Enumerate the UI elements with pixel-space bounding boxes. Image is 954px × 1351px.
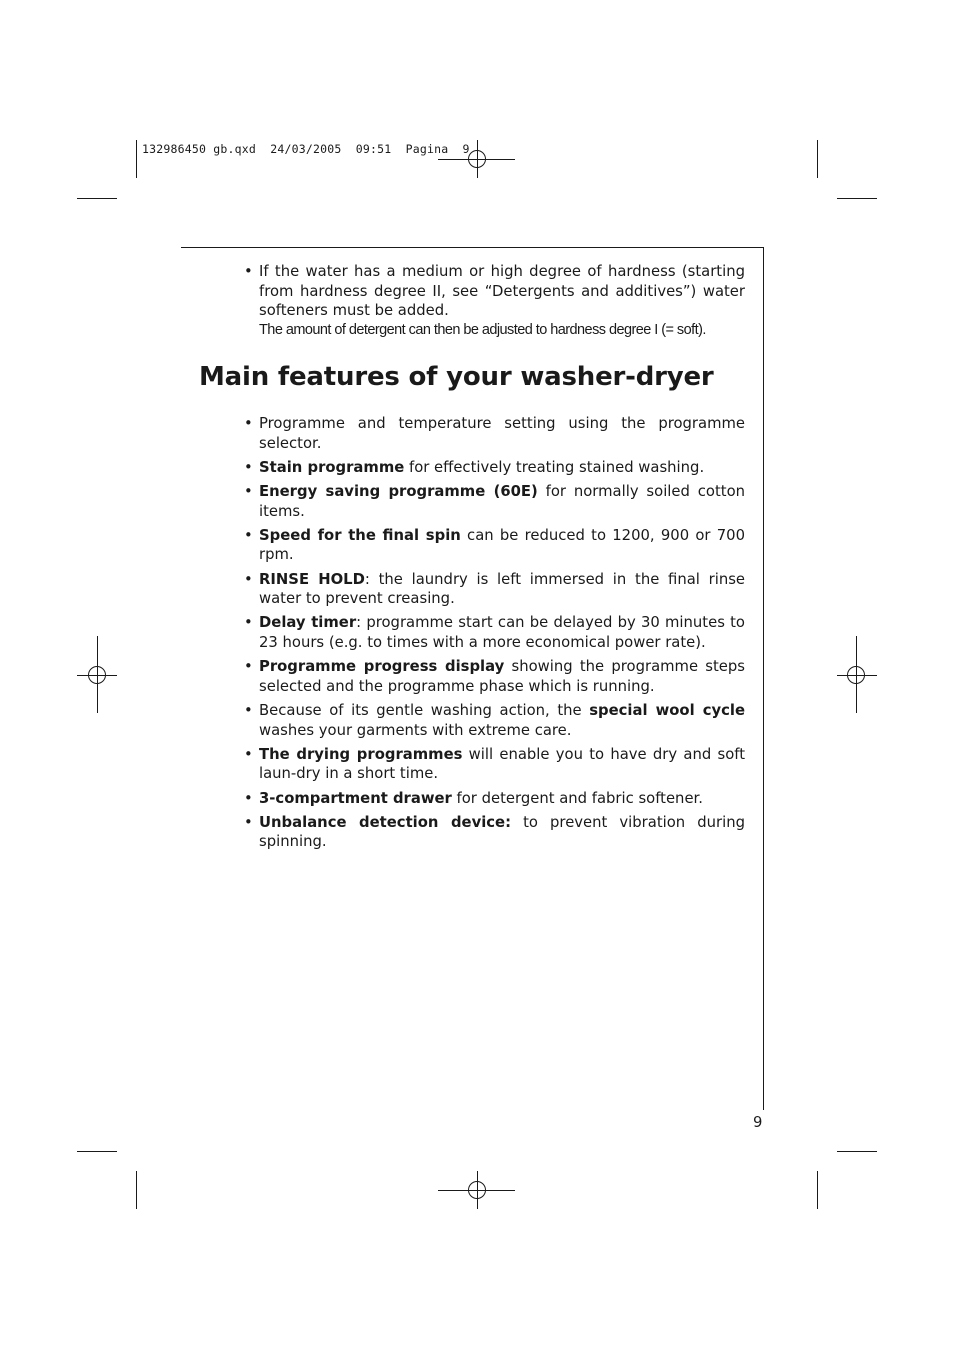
print-slug: 132986450 gb.qxd 24/03/2005 09:51 Pagina 9 [142, 142, 470, 156]
feature-text: washes your garments with extreme care. [259, 721, 572, 739]
feature-list [244, 414, 745, 857]
page-frame-top [181, 247, 763, 248]
registration-target-icon [468, 150, 486, 168]
list-item [244, 789, 745, 809]
feature-text: for detergent and fabric softener. [451, 789, 703, 807]
list-item [244, 813, 745, 852]
intro-note: The amount of detergent can then be adjusted to hardness degree I (= soft). [259, 321, 706, 338]
feature-bold: Programme progress display [259, 658, 505, 676]
intro-bullet-text: If the water has a medium or high degree of hardness (starting from hardness degree II, see “Detergents and additives”) water softeners must be added. [259, 263, 745, 319]
registration-target-icon [88, 666, 106, 684]
feature-bold: special wool cycle [589, 702, 745, 720]
feature-bold: Unbalance detection device: [259, 813, 512, 831]
feature-bold: The drying programmes [259, 745, 463, 763]
feature-pre-text: Because of its gentle washing action, the [259, 702, 590, 720]
feature-text: will enable you to have dry and soft laun-dry in a short time. [259, 745, 745, 783]
feature-text: Programme and temperature setting using the programme selector. [259, 415, 745, 452]
page-frame-right [763, 247, 764, 1110]
page-number: 9 [753, 1114, 763, 1131]
feature-text: : the laundry is left immersed in the final rinse water to prevent creasing. [259, 570, 746, 608]
list-item [244, 613, 745, 652]
feature-bold: Speed for the final spin [259, 526, 461, 544]
section-heading: Main features of your washer-dryer [199, 362, 714, 392]
registration-target-icon [847, 666, 865, 684]
crop-mark [837, 198, 877, 199]
list-item [244, 482, 745, 521]
list-item [244, 745, 745, 784]
list-item [244, 262, 745, 340]
crop-mark [136, 140, 137, 178]
crop-mark [136, 1171, 137, 1209]
feature-text: for effectively treating stained washing. [404, 458, 705, 476]
list-item [244, 701, 745, 740]
feature-bold: Stain programme [259, 458, 405, 476]
list-item [244, 657, 745, 696]
feature-text: showing the programme steps selected and the programme phase which is running. [259, 658, 746, 695]
feature-bold: Energy saving programme (60E) [259, 483, 538, 501]
crop-mark [817, 1171, 818, 1209]
list-item [244, 526, 745, 565]
feature-bold: Delay timer [259, 614, 357, 632]
crop-mark [77, 198, 117, 199]
crop-mark [817, 140, 818, 178]
feature-bold: 3-compartment drawer [259, 789, 452, 807]
crop-mark [77, 1151, 117, 1152]
registration-target-icon [468, 1181, 486, 1199]
list-item [244, 414, 745, 453]
feature-text: : programme start can be delayed by 30 minutes to 23 hours (e.g. to times with a more economical power rate). [259, 614, 745, 651]
list-item [244, 458, 745, 478]
intro-list [244, 262, 745, 340]
feature-text: to prevent vibration during spinning. [259, 813, 745, 851]
list-item [244, 570, 745, 609]
feature-bold: RINSE HOLD [259, 570, 365, 588]
feature-text: can be reduced to 1200, 900 or 700 rpm. [259, 526, 745, 564]
crop-mark [837, 1151, 877, 1152]
feature-text: for normally soiled cotton items. [259, 483, 745, 520]
